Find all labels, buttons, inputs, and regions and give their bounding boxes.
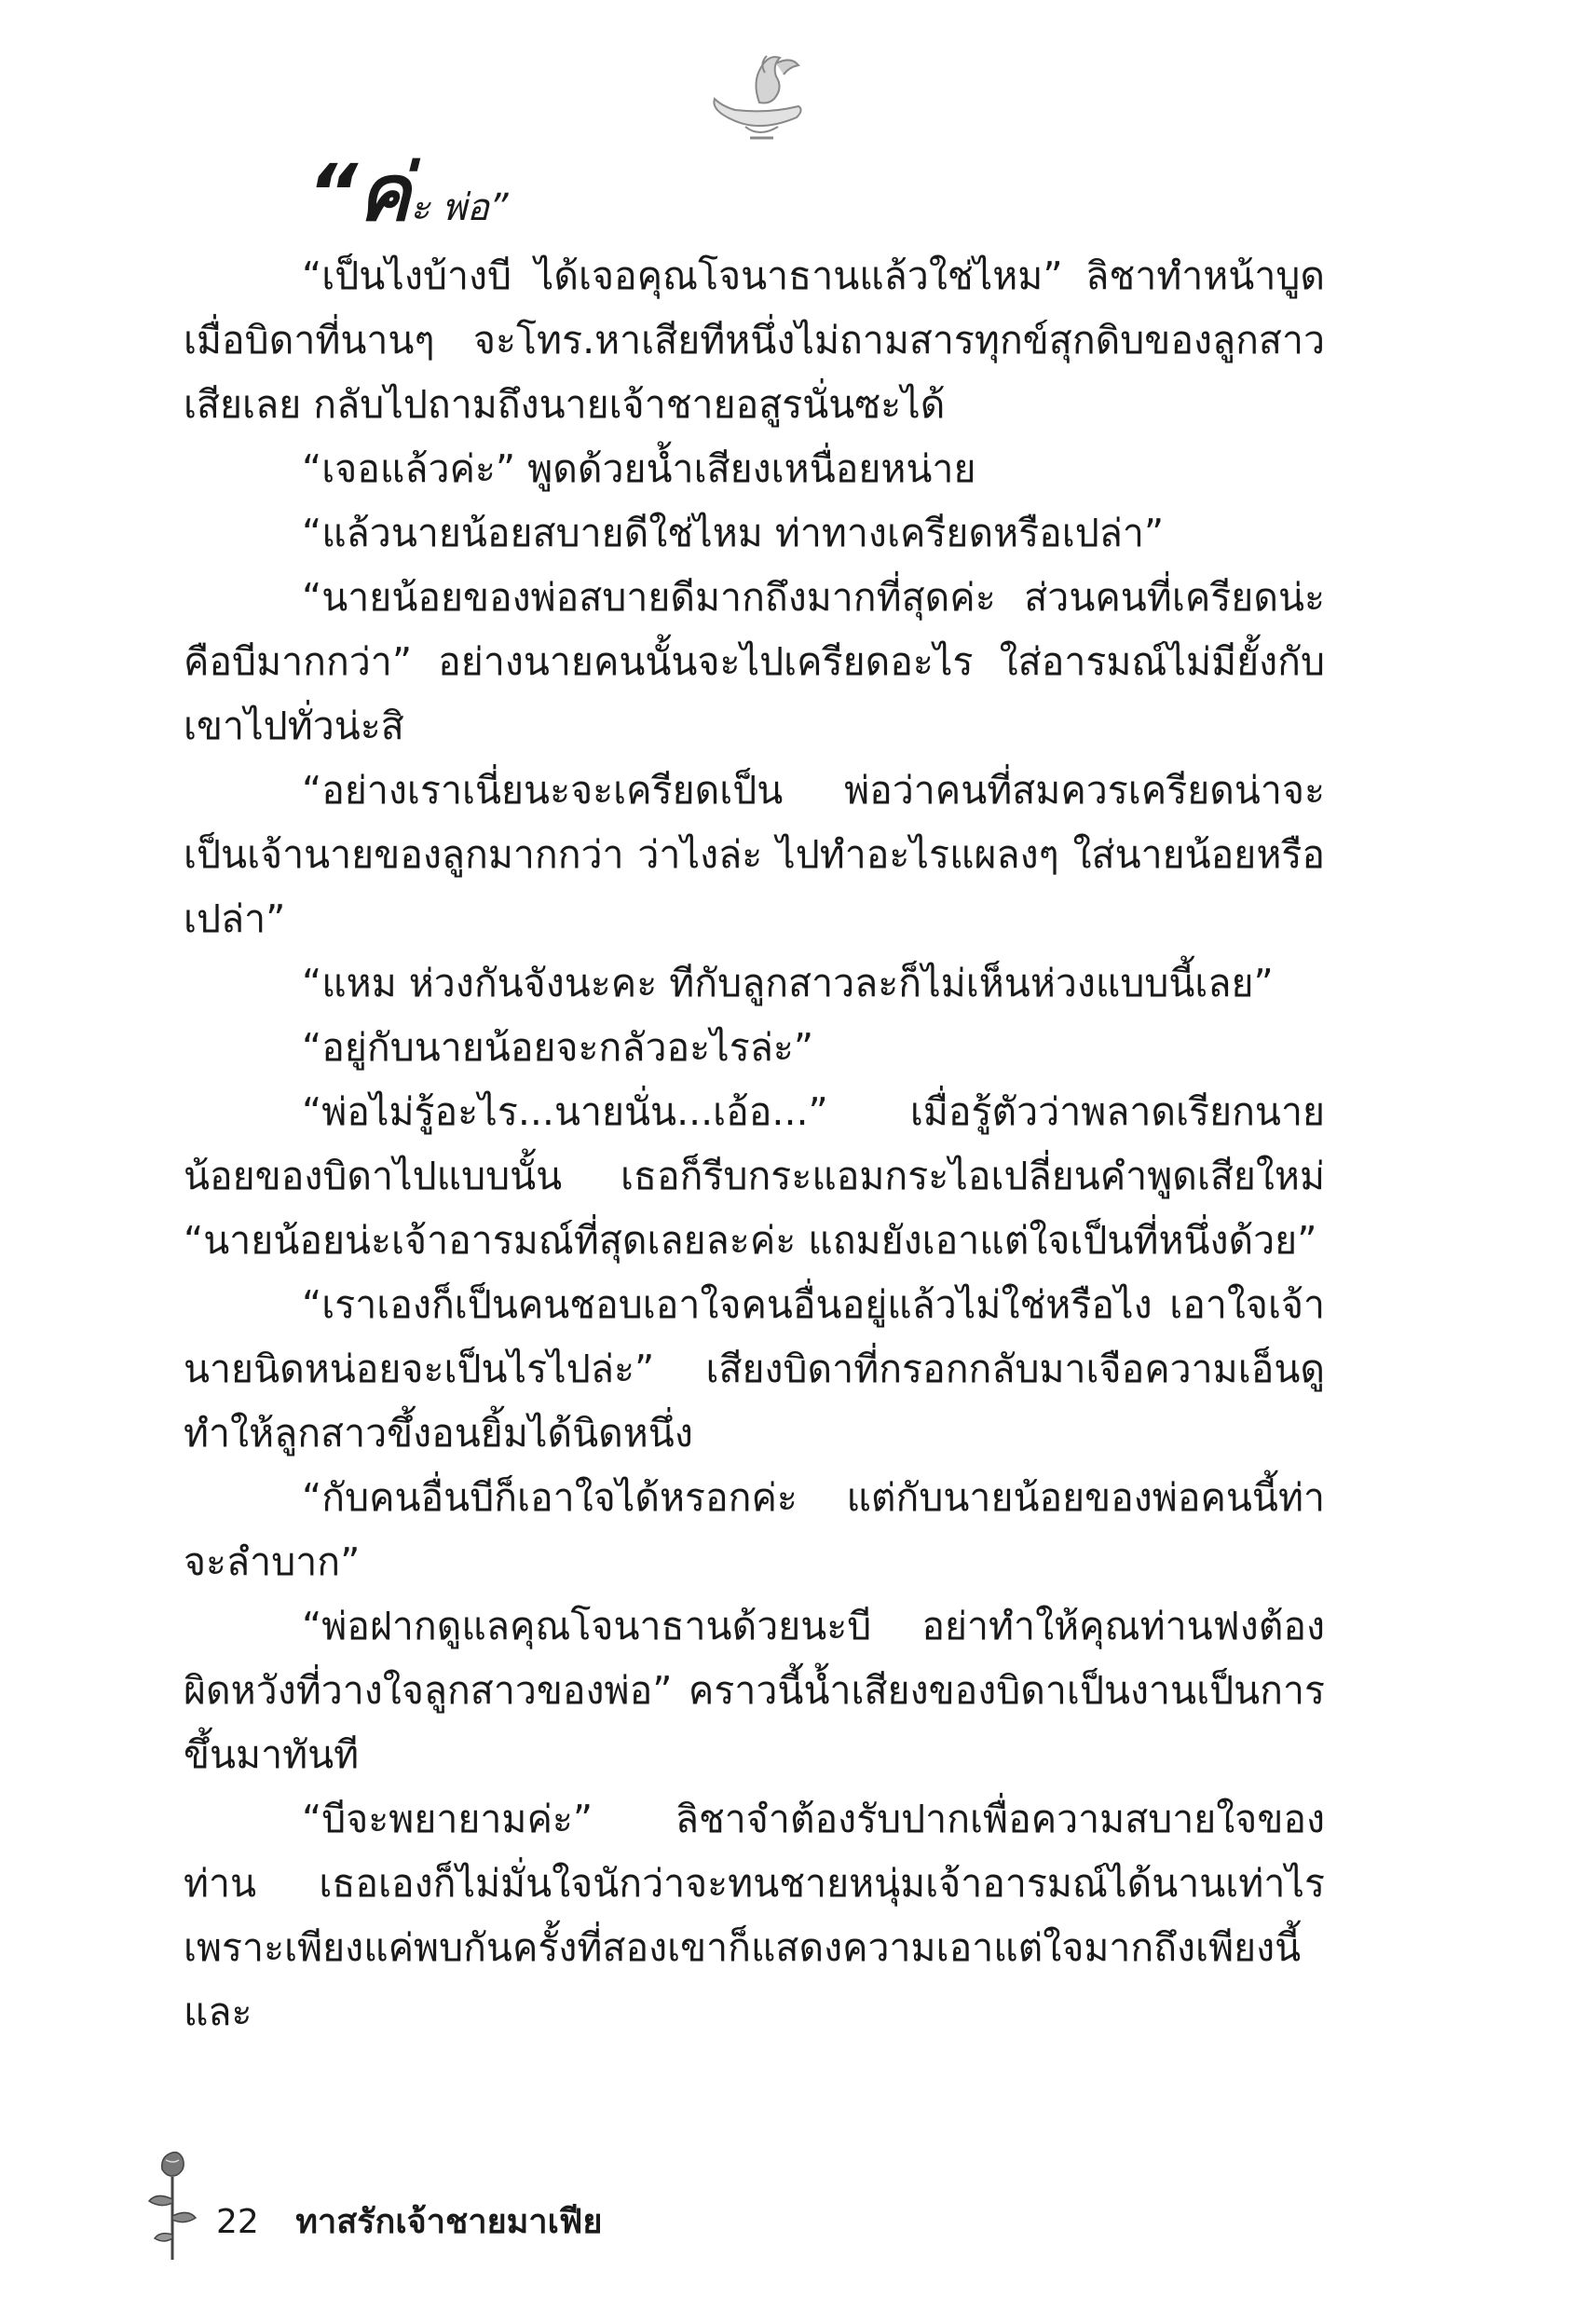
book-title: ทาสรักเจ้าชายมาเฟีย	[295, 2203, 603, 2241]
paragraph: “นายน้อยของพ่อสบายดีมากถึงมากที่สุดค่ะ ส่วนคนที่เครียดน่ะ คือบีมากกว่า” อย่างนายคนนั้นจะไปเครียดอะไร ใส่อารมณ์ไม่มียั้งกับเขาไปทั่วน่ะสิ	[184, 575, 1325, 748]
body-text	[184, 244, 1325, 2044]
paragraph: “เราเองก็เป็นคนชอบเอาใจคนอื่นอยู่แล้วไม่ใช่หรือไง เอาใจเจ้านายนิดหน่อยจะเป็นไรไปล่ะ” เสียงบิดาที่กรอกกลับมาเจือความเอ็นดูทำให้ลูกสาวขึ้งอนยิ้มได้นิดหนึ่ง	[184, 1282, 1325, 1456]
paragraph: “เจอแล้วค่ะ” พูดด้วยน้ำเสียงเหนื่อยหน่าย	[302, 446, 976, 491]
page-number: 22	[216, 2203, 259, 2241]
paragraph: “แล้วนายน้อยสบายดีใช่ไหม ท่าทางเครียดหรือเปล่า”	[302, 511, 1165, 555]
paragraph: “แหม ห่วงกันจังนะคะ ทีกับลูกสาวละก็ไม่เห็นห่วงแบบนี้เลย”	[302, 961, 1274, 1005]
magic-lamp-icon	[694, 45, 825, 157]
rose-icon	[140, 2143, 205, 2264]
paragraph: “บีจะพยายามค่ะ” ลิชาจำต้องรับปากเพื่อความสบายใจของท่าน เธอเองก็ไม่มั่นใจนักว่าจะทนชายหนุ่มเจ้าอารมณ์ได้นานเท่าไร เพราะเพียงแค่พบกันครั้งที่สองเขาก็แสดงความเอาแต่ใจมากถึงเพียงนี้ และ	[184, 1797, 1325, 2034]
opening-line	[307, 147, 509, 239]
paragraph: “เป็นไงบ้างบี ได้เจอคุณโจนาธานแล้วใช่ไหม” ลิชาทำหน้าบูด เมื่อบิดาที่นานๆ จะโทร.หาเสียทีหนึ่งไม่ถามสารทุกข์สุกดิบของลูกสาวเสียเลย กลับไปถามถึงนายเจ้าชายอสูรนั่นซะได้	[184, 253, 1325, 427]
paragraph: “พ่อไม่รู้อะไร...นายนั่น...เอ้อ...” เมื่อรู้ตัวว่าพลาดเรียกนายน้อยของบิดาไปแบบนั้น เธอก็รีบกระแอมกระไอเปลี่ยนคำพูดเสียใหม่ “นายน้อยน่ะเจ้าอารมณ์ที่สุดเลยละค่ะ แถมยังเอาแต่ใจเป็นที่หนึ่งด้วย”	[184, 1089, 1325, 1263]
paragraph: “พ่อฝากดูแลคุณโจนาธานด้วยนะบี อย่าทำให้คุณท่านฟงต้องผิดหวังที่วางใจลูกสาวของพ่อ” คราวนี้น้ำเสียงของบิดาเป็นงานเป็นการขึ้นมาทันที	[184, 1604, 1325, 1777]
opening-rest: ะ พ่อ”	[410, 186, 509, 229]
paragraph: “กับคนอื่นบีก็เอาใจได้หรอกค่ะ แต่กับนายน้อยของพ่อคนนี้ท่าจะลำบาก”	[184, 1475, 1325, 1584]
drop-cap: “ค่	[307, 147, 411, 239]
page-footer	[216, 2195, 603, 2248]
paragraph: “อย่างเราเนี่ยนะจะเครียดเป็น พ่อว่าคนที่สมควรเครียดน่าจะเป็นเจ้านายของลูกมากกว่า ว่าไงล่ะ ไปทำอะไรแผลงๆ ใส่นายน้อยหรือเปล่า”	[184, 768, 1325, 941]
paragraph: “อยู่กับนายน้อยจะกลัวอะไรล่ะ”	[302, 1025, 814, 1070]
